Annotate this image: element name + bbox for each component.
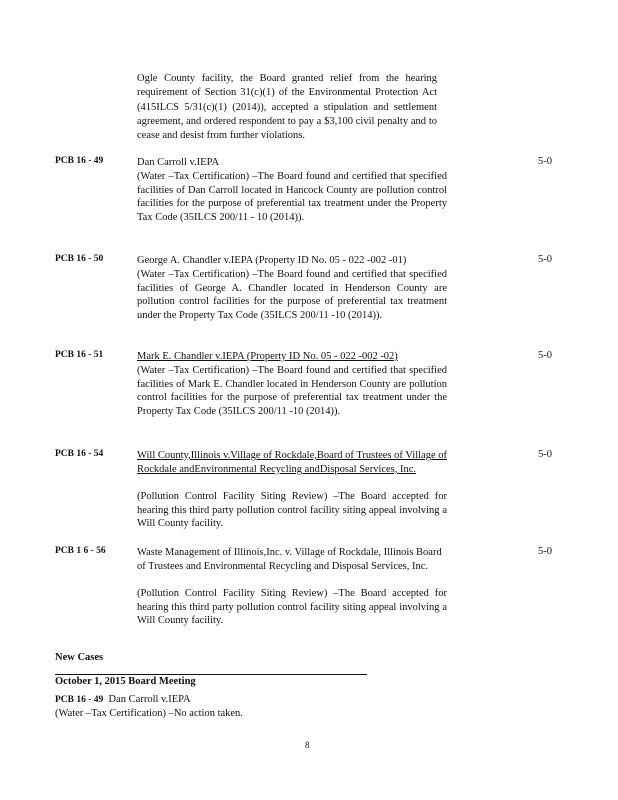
intro-paragraph: Ogle County facility, the Board granted relief from the hearing requirement of Section 31(c)(1) of the Environmental Protection Act (415ILCS 5/31(c)(1) (2014)), accepted a stipulation and settlement agreement, and ordered respondent to pay a $3,100 civil penalty and to cease and desist from further violations. bbox=[137, 73, 437, 142]
section-heading-new-cases: New Cases bbox=[55, 652, 104, 663]
new-case-description: (Water –Tax Certification) –No action taken. bbox=[55, 708, 243, 719]
new-case-number: PCB 16 - 49 bbox=[55, 695, 104, 705]
case-number: PCB 16 - 54 bbox=[55, 449, 104, 459]
case-description: (Water –Tax Certification) –The Board found and certified that specified facilities of Mark E. Chandler located in Henderson County are pollution control facilities for the purpose of preferential tax treatment under the Property Tax Code (35ILCS 200/11 -10 (2014)). bbox=[137, 365, 447, 418]
new-case-line bbox=[55, 694, 191, 705]
vote-tally: 5-0 bbox=[538, 350, 552, 361]
new-case-title: Dan Carroll v.IEPA bbox=[108, 694, 191, 705]
case-title: Waste Management of Illinois,Inc. v. Village of Rockdale, Illinois Board of Trustees and Environmental Recycling and Disposal Services, Inc. bbox=[137, 547, 442, 572]
case-title: Dan Carroll v.IEPA bbox=[137, 157, 220, 168]
vote-tally: 5-0 bbox=[538, 254, 552, 265]
case-description: (Water –Tax Certification) –The Board found and certified that specified facilities of George A. Chandler located in Henderson County are pollution control facilities for the purpose of preferential tax treatment under the Property Tax Code (35ILCS 200/11 -10 (2014)). bbox=[137, 269, 447, 322]
case-title: George A. Chandler v.IEPA (Property ID No. 05 - 022 -002 -01) bbox=[137, 255, 407, 266]
case-description: (Pollution Control Facility Siting Review) –The Board accepted for hearing this third party pollution control facility siting appeal involving a Will County facility. bbox=[137, 588, 447, 627]
vote-tally: 5-0 bbox=[538, 449, 552, 460]
page-number: 8 bbox=[305, 740, 310, 750]
case-number: PCB 16 - 50 bbox=[55, 254, 104, 264]
case-number: PCB 1 6 - 56 bbox=[55, 546, 106, 556]
case-description: (Pollution Control Facility Siting Review) –The Board accepted for hearing this third party pollution control facility siting appeal involving a Will County facility. bbox=[137, 491, 447, 530]
case-number: PCB 16 - 49 bbox=[55, 156, 104, 166]
vote-tally: 5-0 bbox=[538, 546, 552, 557]
case-title: Will County,Illinois v.Village of Rockdale,Board of Trustees of Village of Rockdale andEnvironmental Recycling andDisposal Services, Inc. bbox=[137, 450, 447, 475]
case-number: PCB 16 - 51 bbox=[55, 350, 104, 360]
case-title: Mark E. Chandler v.IEPA (Property ID No. 05 - 022 -002 -02) bbox=[137, 351, 398, 362]
vote-tally: 5-0 bbox=[538, 156, 552, 167]
meeting-heading: October 1, 2015 Board Meeting bbox=[55, 674, 367, 687]
case-description: (Water –Tax Certification) –The Board found and certified that specified facilities of Dan Carroll located in Hancock County are pollution control facilities for the purpose of preferential tax treatment under the Property Tax Code (35ILCS 200/11 - 10 (2014)). bbox=[137, 171, 447, 224]
